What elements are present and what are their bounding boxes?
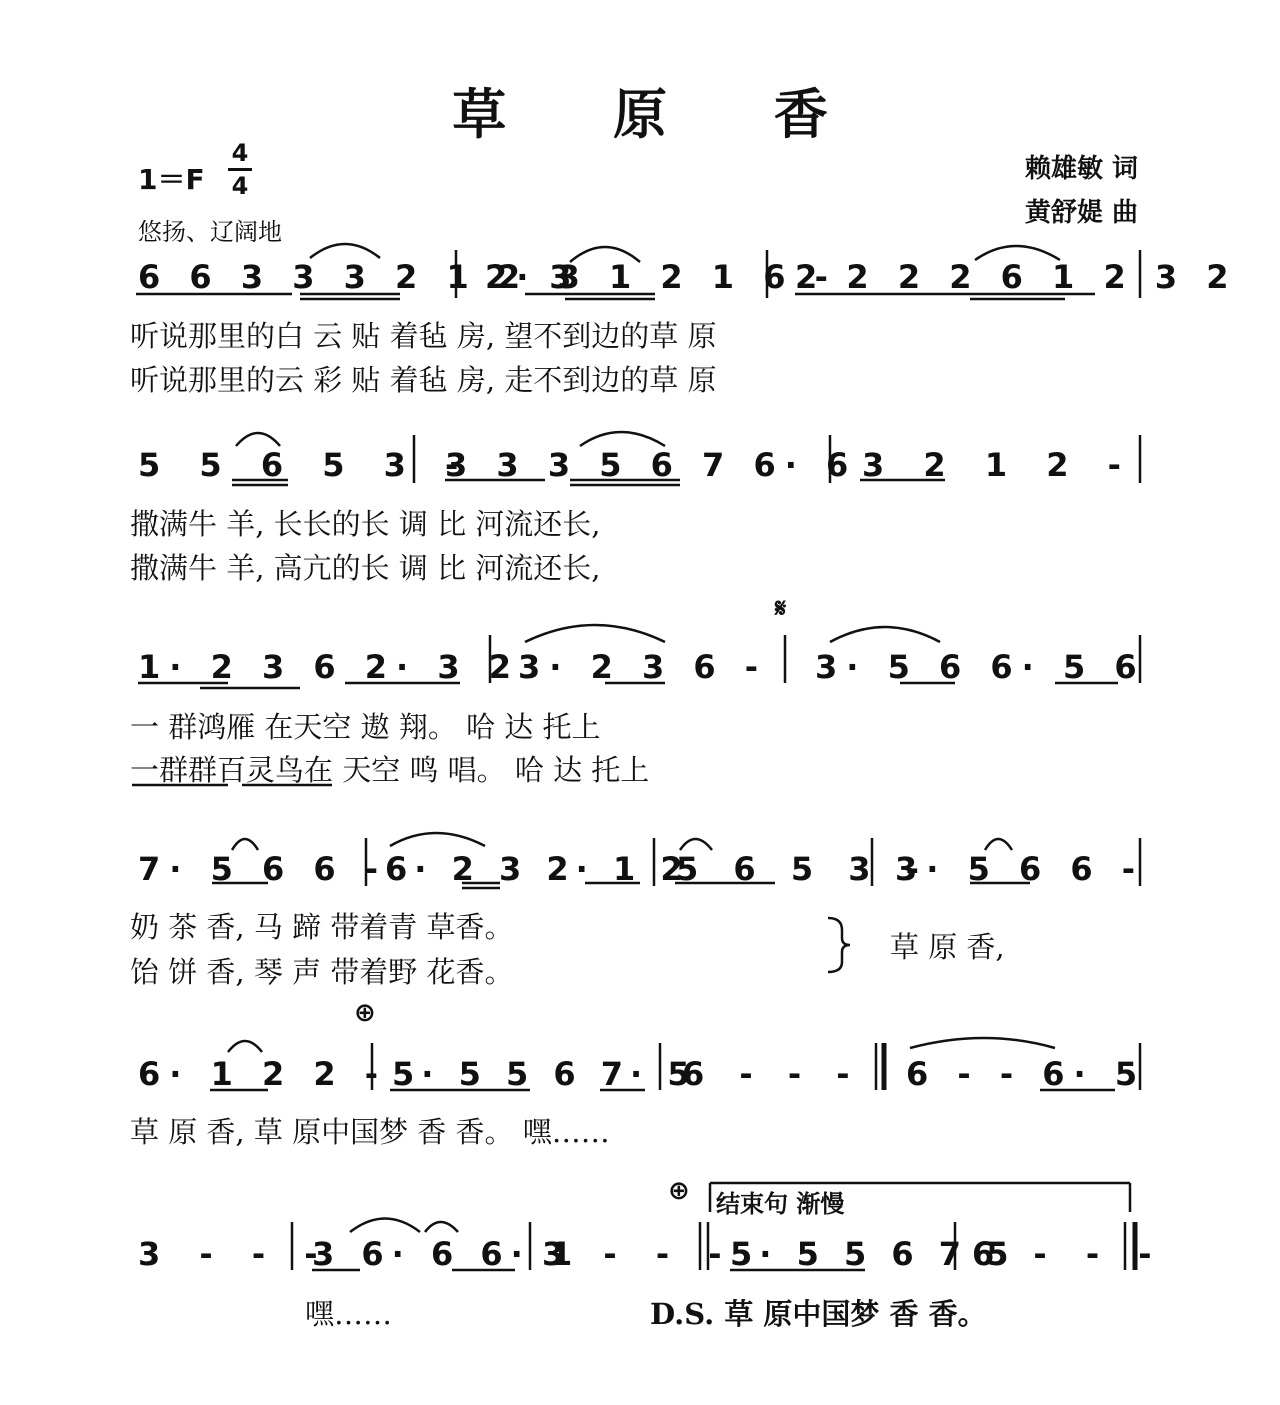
row2-lyric2: 撒满牛 羊, 高亢的长 调 比 河流还长,	[130, 551, 601, 585]
row5-measure3: 6 - - -	[682, 1055, 862, 1093]
row1-measure2: 2· 3 1 2 1 6 -	[485, 258, 837, 296]
row5-measure1: 6· 1 2 2 -	[138, 1055, 388, 1093]
row3-measure1: 1· 2 3 6 2· 3 2	[138, 648, 521, 686]
row6-measure3: 3 - - -	[542, 1235, 736, 1273]
row6-measure5: 6 - - -	[972, 1235, 1166, 1273]
row2-measure1: 5 5 6 5 3 -	[138, 446, 473, 484]
slur	[232, 839, 258, 850]
row1-measure3: 2 2 2 2 6 1 2 3 2	[795, 258, 1238, 296]
row4-measure1: 7· 5 6 6 -	[138, 850, 388, 888]
row5-measure2: 5· 5 5 6 7· 5	[392, 1055, 697, 1093]
row1-measure1: 6 6 3 3 3 2 1 2 3	[138, 258, 581, 296]
slur	[910, 1038, 1055, 1048]
slur	[830, 627, 940, 642]
coda-sign-ending: ⊕	[668, 1176, 690, 1206]
row4-measure3: 5 6 5 3 -	[676, 850, 931, 888]
row6-measure4: 5· 5 5 6 7 5	[730, 1235, 1016, 1273]
slur	[680, 839, 712, 850]
row2-measure3: 3 2 1 2 -	[862, 446, 1135, 484]
row5-measure4: 6 - - 6· 5	[906, 1055, 1147, 1093]
slur	[228, 1041, 262, 1052]
slur	[525, 625, 665, 642]
row1-lyric1: 听说那里的白 云 贴 着毡 房, 望不到边的草 原	[130, 319, 717, 353]
ending-label: 结束句 渐慢	[716, 1190, 845, 1218]
row4-lyric1: 奶 茶 香, 马 蹄 带着青 草香。	[130, 910, 514, 944]
row3-lyric1: 一 群鸿雁 在天空 遨 翔。 哈 达 托上	[130, 710, 601, 744]
time-denominator: 4	[231, 172, 249, 200]
slur	[390, 833, 485, 846]
composer-credit: 黄舒媞 曲	[1024, 198, 1138, 228]
coda-sign: ⊕	[354, 998, 376, 1028]
row6-lyric2: D.S. 草 原中国梦 香 香。	[650, 1297, 987, 1331]
row4-measure4: 3· 5 6 6 -	[895, 850, 1145, 888]
time-numerator: 4	[231, 139, 249, 167]
page-title: 草 原 香	[452, 82, 872, 146]
row6-measure2: 3 6· 6 6· 1	[312, 1235, 581, 1273]
slur	[425, 1222, 458, 1232]
row5-lyric: 草 原 香, 草 原中国梦 香 香。 嘿……	[130, 1115, 610, 1149]
row3-measure2: 3· 2 3 6 -	[518, 648, 768, 686]
row6-lyric1: 嘿……	[305, 1297, 393, 1331]
row3-measure3: 3· 5 6 6· 5 6	[815, 648, 1146, 686]
row3-lyric2: 一群群百灵鸟在 天空 鸣 唱。 哈 达 托上	[130, 753, 650, 787]
slur	[580, 432, 665, 446]
row1-lyric2: 听说那里的云 彩 贴 着毡 房, 走不到边的草 原	[130, 363, 717, 397]
row2-measure2: 3 3 3 5 6 7 6· 6	[445, 446, 858, 484]
tempo-marking: 悠扬、辽阔地	[138, 218, 282, 246]
row4-lyric2: 饴 饼 香, 琴 声 带着野 花香。	[130, 955, 514, 989]
slur	[350, 1219, 420, 1233]
row2-lyric1: 撒满牛 羊, 长长的长 调 比 河流还长,	[130, 507, 601, 541]
row4-measure2: 6· 2 3 2· 1 2	[385, 850, 690, 888]
key-signature: 1＝F	[138, 163, 205, 196]
slur	[310, 244, 380, 258]
segno-sign: 𝄋	[775, 594, 787, 624]
brace	[828, 918, 850, 972]
lyricist-credit: 赖雄敏 词	[1024, 154, 1138, 184]
slur	[236, 433, 280, 446]
row6-measure1: 3 - - -	[138, 1235, 332, 1273]
row4-side-lyric: 草 原 香,	[890, 930, 1005, 964]
slur	[985, 839, 1012, 850]
